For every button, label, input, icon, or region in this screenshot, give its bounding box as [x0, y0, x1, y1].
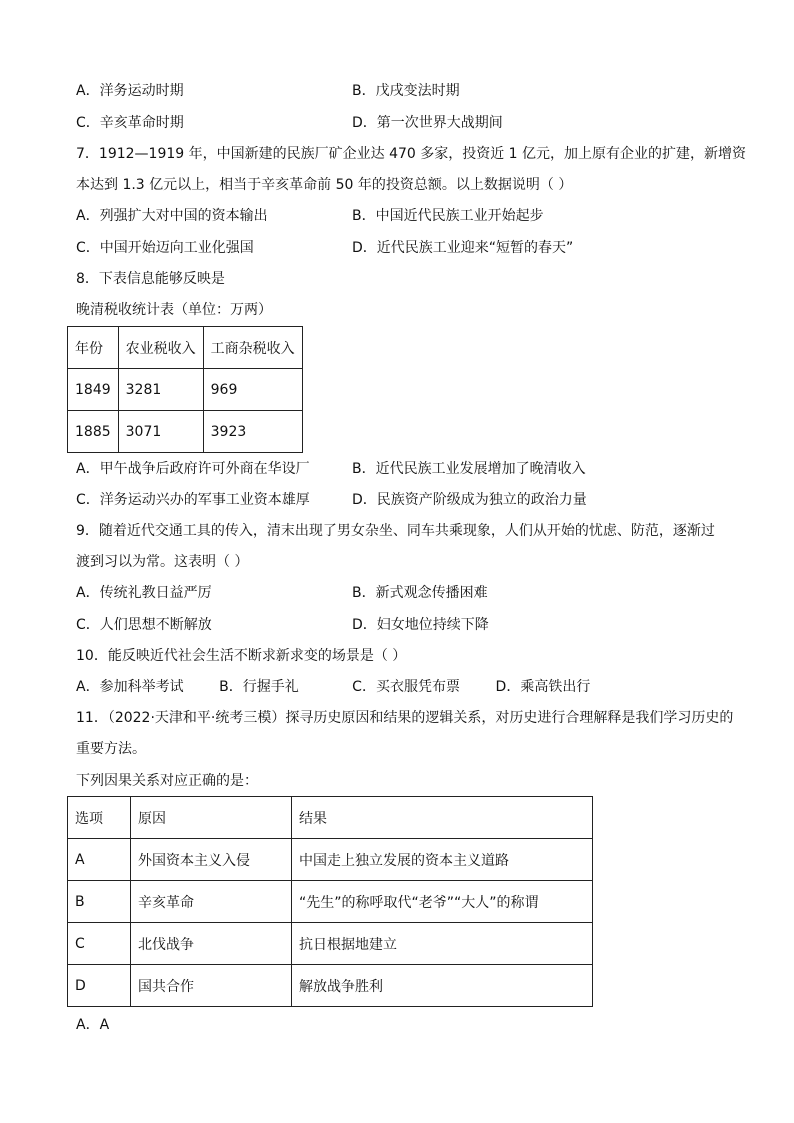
- q8-option-d: D．民族资产阶级成为独立的政治力量: [352, 492, 587, 508]
- table-header-row: [68, 797, 593, 839]
- table-cell: 北伐战争: [131, 923, 292, 965]
- table-cell: 中国走上独立发展的资本主义道路: [292, 839, 593, 881]
- q8-option-b: B．近代民族工业发展增加了晚清收入: [352, 461, 586, 477]
- q11-stem-line1: 11．（2022·天津和平·统考三模）探寻历史原因和结果的逻辑关系，对历史进行合理解释是我们学习历史的: [76, 710, 734, 726]
- q6-option-b: B．戊戌变法时期: [352, 83, 460, 99]
- table-cell: B: [68, 881, 131, 923]
- header-cell: 农业税收入: [118, 327, 203, 369]
- table-cell: 1849: [68, 369, 119, 411]
- q7-option-d: D．近代民族工业迎来“短暂的春天”: [352, 240, 574, 256]
- q9-option-d: D．妇女地位持续下降: [352, 617, 489, 633]
- table-row: [68, 965, 593, 1007]
- q10-stem: 10．能反映近代社会生活不断求新求变的场景是（ ）: [76, 648, 407, 664]
- table-cell: 辛亥革命: [131, 881, 292, 923]
- table-header-row: [68, 327, 303, 369]
- tax-statistics-table: [67, 326, 303, 453]
- q9-option-b: B．新式观念传播困难: [352, 585, 488, 601]
- q11-option-a: A．A: [76, 1017, 110, 1033]
- q9-option-c: C．人们思想不断解放: [76, 617, 212, 633]
- q9-stem-line2: 渡到习以为常。这表明（ ）: [76, 554, 249, 570]
- header-cell: 选项: [68, 797, 131, 839]
- table-cell: 3923: [203, 411, 302, 453]
- table-cell: 抗日根据地建立: [292, 923, 593, 965]
- table-cell: 解放战争胜利: [292, 965, 593, 1007]
- cause-effect-table: [67, 796, 593, 1007]
- q8-option-a: A．甲午战争后政府许可外商在华设厂: [76, 461, 310, 477]
- table-cell: D: [68, 965, 131, 1007]
- q7-option-c: C．中国开始迈向工业化强国: [76, 240, 254, 256]
- table-row: [68, 881, 593, 923]
- header-cell: 年份: [68, 327, 119, 369]
- table-cell: 国共合作: [131, 965, 292, 1007]
- table-row: [68, 369, 303, 411]
- table-row: [68, 839, 593, 881]
- q7-option-b: B．中国近代民族工业开始起步: [352, 208, 544, 224]
- q7-stem-line1: 7．1912—1919 年，中国新建的民族厂矿企业达 470 多家，投资近 1 亿元，加上原有企业的扩建，新增资: [76, 146, 747, 162]
- q8-stem: 8．下表信息能够反映是: [76, 271, 225, 287]
- table-cell: C: [68, 923, 131, 965]
- table-cell: 3281: [118, 369, 203, 411]
- q6-option-c: C．辛亥革命时期: [76, 115, 184, 131]
- q11-stem-line3: 下列因果关系对应正确的是：: [76, 773, 258, 789]
- q7-stem-line2: 本达到 1.3 亿元以上，相当于辛亥革命前 50 年的投资总额。以上数据说明（ ）: [76, 177, 573, 193]
- table-cell: 3071: [118, 411, 203, 453]
- q9-stem-line1: 9．随着近代交通工具的传入，清末出现了男女杂坐、同车共乘现象，人们从开始的忧虑、防范，逐渐过: [76, 523, 715, 539]
- q11-stem-line2: 重要方法。: [76, 741, 146, 757]
- q6-option-a: A．洋务运动时期: [76, 83, 184, 99]
- table-cell: A: [68, 839, 131, 881]
- table-cell: 969: [203, 369, 302, 411]
- q9-option-a: A．传统礼教日益严厉: [76, 585, 212, 601]
- q7-option-a: A．列强扩大对中国的资本输出: [76, 208, 268, 224]
- q6-option-d: D．第一次世界大战期间: [352, 115, 503, 131]
- header-cell: 结果: [292, 797, 593, 839]
- q8-table-title: 晚清税收统计表（单位：万两）: [76, 302, 272, 318]
- q8-option-c: C．洋务运动兴办的军事工业资本雄厚: [76, 492, 310, 508]
- header-cell: 原因: [131, 797, 292, 839]
- table-row: [68, 923, 593, 965]
- table-row: [68, 411, 303, 453]
- table-cell: 1885: [68, 411, 119, 453]
- q10-options: A．参加科举考试 B．行握手礼 C．买衣服凭布票 D．乘高铁出行: [76, 679, 591, 695]
- table-cell: “先生”的称呼取代“老爷”“大人”的称谓: [292, 881, 593, 923]
- header-cell: 工商杂税收入: [203, 327, 302, 369]
- table-cell: 外国资本主义入侵: [131, 839, 292, 881]
